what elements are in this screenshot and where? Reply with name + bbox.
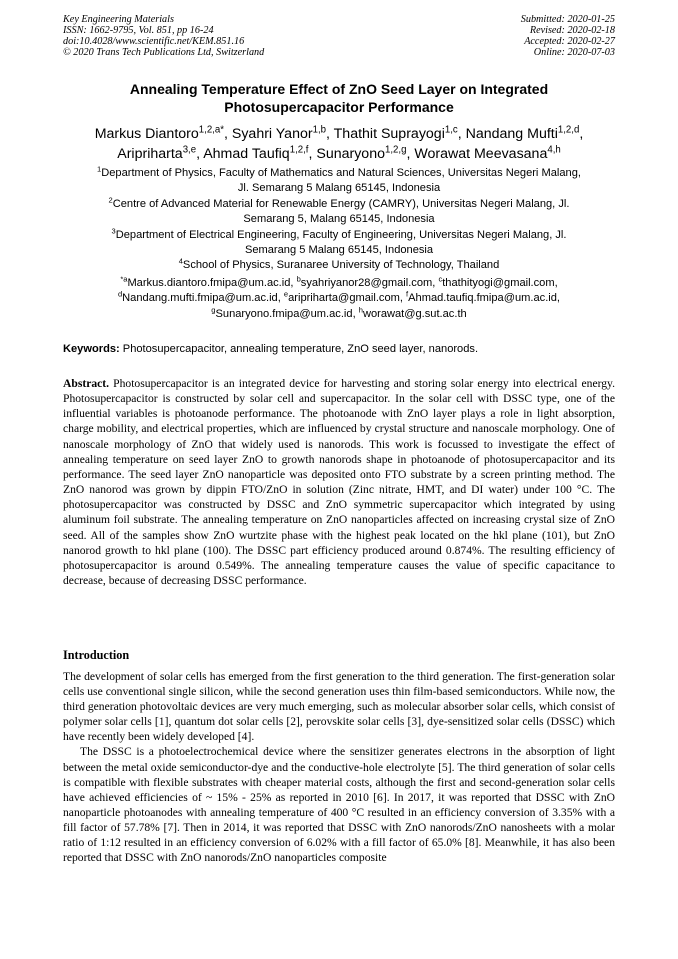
email-address: worawat@g.sut.ac.th xyxy=(362,307,467,320)
email-mark: e xyxy=(283,289,289,299)
email-mark: b xyxy=(296,274,301,284)
email-address: Ahmad.taufiq.fmipa@um.ac.id xyxy=(408,292,557,305)
keywords-label: Keywords: xyxy=(63,343,120,355)
author-list xyxy=(63,124,615,164)
author-name: Markus Diantoro xyxy=(94,126,199,142)
affiliation-number: 3 xyxy=(111,225,116,235)
author-sep: , xyxy=(223,126,232,142)
email-line xyxy=(63,276,615,291)
affiliation-text: Centre of Advanced Material for Renewable Energy (CAMRY), Universitas Negeri Malang, Jl. xyxy=(112,197,570,210)
author-sep: , xyxy=(308,146,317,162)
abstract xyxy=(63,376,615,588)
keywords xyxy=(63,342,615,356)
email-sep: , xyxy=(554,277,558,289)
section-heading-introduction: Introduction xyxy=(63,648,130,662)
email-sep: , xyxy=(352,307,359,320)
journal-name: Key Engineering Materials xyxy=(63,14,174,25)
keywords-text: Photosupercapacitor, annealing temperature, ZnO seed layer, nanorods. xyxy=(119,343,479,355)
affiliation-text: School of Physics, Suranaree University of Technology, Thailand xyxy=(182,259,500,272)
author-name: Aripriharta xyxy=(117,146,183,162)
author-sep: , xyxy=(196,146,204,162)
email-address: aripriharta@gmail.com xyxy=(288,292,400,305)
email-line xyxy=(63,304,615,322)
abstract-label: Abstract. xyxy=(63,377,110,390)
date-revised: Revised: 2020-02-18 xyxy=(529,25,615,36)
journal-copyright: © 2020 Trans Tech Publications Ltd, Switzerland xyxy=(63,47,265,58)
email-line xyxy=(63,291,615,306)
affiliation-text: Department of Electrical Engineering, Faculty of Engineering, Universitas Negeri Malang, Jl. xyxy=(115,228,567,241)
author-affil-mark: 1,2,f xyxy=(289,144,309,156)
affiliation xyxy=(63,225,615,259)
affiliation-list xyxy=(63,166,615,274)
author-sep: , xyxy=(579,126,584,142)
author-affil-mark: 3,e xyxy=(182,144,197,156)
author-sep: , xyxy=(326,126,334,142)
email-mark: d xyxy=(117,289,123,299)
paragraph: The development of solar cells has emerged from the first generation to the third generation. The first-generation solar cells use conventional single silicon, while the second generation uses thin film-based semiconductors. While now, the third generation photovoltaic devices are very much emerging, such as molecular absorber solar cells, which consist of polymer solar cells [1], quantum dot solar cells [2], perovskite solar cells [3], dye-sensitized solar cells (DSSC) which have recently been widely developed [4]. xyxy=(63,670,615,744)
author-line xyxy=(63,144,615,164)
affiliation-address: Jl. Semarang 5 Malang 65145, Indonesia xyxy=(237,182,441,195)
email-sep: , xyxy=(432,277,439,289)
affiliation xyxy=(63,166,615,197)
email-address: Sunaryono.fmipa@um.ac.id xyxy=(215,307,353,320)
email-mark: c xyxy=(438,274,443,284)
author-name: Sunaryono xyxy=(316,146,385,162)
affiliation-number: 4 xyxy=(178,256,183,266)
journal-issn: ISSN: 1662-9795, Vol. 851, pp 16-24 xyxy=(63,25,214,36)
title-line: Annealing Temperature Effect of ZnO Seed Layer on Integrated xyxy=(129,81,549,97)
email-mark: g xyxy=(211,304,216,314)
email-list xyxy=(63,276,615,322)
affiliation-address: Semarang 5 Malang 65145, Indonesia xyxy=(244,244,434,257)
email-address: thathityogi@gmail.com xyxy=(442,277,555,289)
author-name: Syahri Yanor xyxy=(231,126,313,142)
affiliation-address: Semarang 5, Malang 65145, Indonesia xyxy=(243,213,435,226)
email-mark: h xyxy=(358,304,363,314)
email-address: syahriyanor28@gmail.com xyxy=(300,277,433,289)
author-name: Nandang Mufti xyxy=(465,126,558,142)
affiliation xyxy=(63,258,615,273)
author-affil-mark: 1,c xyxy=(444,124,458,136)
author-sep: , xyxy=(406,146,415,162)
affiliation-number: 2 xyxy=(108,195,113,205)
affiliation-number: 1 xyxy=(97,164,102,174)
email-sep: , xyxy=(556,292,561,305)
affiliation xyxy=(63,197,615,228)
introduction-body xyxy=(63,669,615,865)
abstract-text: Photosupercapacitor is an integrated device for harvesting and storing solar energy into electrical energy. Photosupercapacitor is constructed by solar cell and supercapacitor. In the solar cell with DSSC type, one of the influential variables is photoanode performance. The photoanode with ZnO layer plays a role in light absorption, charge mobility, and electrical properties, which are influenced by crystal structure and nanoscale morphology. One of nanoscale morphology of ZnO that widely used is nanorods. This work is focussed to investigate the effect of annealing temperature on seed layer ZnO to growth nanorods shape in photoanode of photosupercapacitor and its performance. The seed layer ZnO nanoparticle was deposited onto FTO substrate by a screen printing method. The ZnO nanorod was grown by dippin FTO/ZnO in solution (Zinc nitrate, HMT, and DI water) under 100 °C. The photosupercapacitor was constructed by DSSC and ZnO symmetric supercapacitor which integrated by using aluminum foil substrate. The annealing temperature on ZnO nanoparticles affected on increasing crystal size of ZnO seed. All of the samples show ZnO wurtzite phase with the highest peak located on the hkl plane (101), but ZnO nanorod growth to hkl plane (100). The DSSC part efficiency produced around 0.874%. The resulting efficiency of photosupercapacitor is around 0.549%. The annealing temperature causes the value of specific capacitance to decrease, because of decreasing DSSC performance. xyxy=(63,377,615,588)
email-address: Nandang.mufti.fmipa@um.ac.id xyxy=(122,292,278,305)
author-line xyxy=(63,124,615,144)
journal-info xyxy=(63,14,264,58)
title-line: Photosupercapacitor Performance xyxy=(224,99,454,115)
email-mark: *a xyxy=(120,274,128,284)
date-accepted: Accepted: 2020-02-27 xyxy=(524,36,615,47)
author-affil-mark: 4,h xyxy=(547,144,561,156)
email-sep: , xyxy=(277,292,284,305)
author-name: Ahmad Taufiq xyxy=(203,146,290,162)
author-affil-mark: 1,b xyxy=(312,124,326,136)
author-affil-mark: 1,2,g xyxy=(384,144,407,156)
date-submitted: Submitted: 2020-01-25 xyxy=(520,14,615,25)
author-affil-mark: 1,2,d xyxy=(557,124,580,136)
journal-doi: doi:10.4028/www.scientific.net/KEM.851.16 xyxy=(63,36,245,47)
submission-dates xyxy=(521,14,615,58)
date-online: Online: 2020-07-03 xyxy=(533,47,615,58)
email-sep: , xyxy=(290,277,297,289)
email-mark: f xyxy=(406,289,409,299)
paragraph: The DSSC is a photoelectrochemical device where the sensitizer generates electrons in the absorption of light between the metal oxide semiconductor-dye and the conductive-hole electrolyte [5]. The third generation of solar cells is compatible with flexible substrates with cheaper material costs, although the first and second-generation solar cells have achieved efficiencies of ~ 15% - 25% as reported in 2010 [6]. In 2017, it was reported that DSSC with ZnO nanoparticle photoanodes with annealing temperature of 400 °C resulted in an efficiency conversion of 3.35% with a fill factor of 57.78% [7]. Then in 2014, it was reported that DSSC with ZnO nanorods/ZnO nanosheets with a molar ratio of 1:12 resulted in an efficiency conversion of 6.02% with a fill factor of 65.0% [8]. Meanwhile, it has also been reported that DSSC with ZnO nanorods/ZnO nanoparticles composite xyxy=(63,745,615,865)
author-affil-mark: 1,2,a* xyxy=(198,124,224,136)
email-address: Markus.diantoro.fmipa@um.ac.id xyxy=(127,277,291,289)
author-name: Thathit Suprayogi xyxy=(333,126,445,142)
author-sep: , xyxy=(457,126,466,142)
affiliation-text: Department of Physics, Faculty of Mathematics and Natural Sciences, Universitas Negeri Malang, xyxy=(101,167,581,179)
author-name: Worawat Meevasana xyxy=(414,146,548,162)
paper-title xyxy=(63,80,615,116)
email-sep: , xyxy=(399,292,407,305)
